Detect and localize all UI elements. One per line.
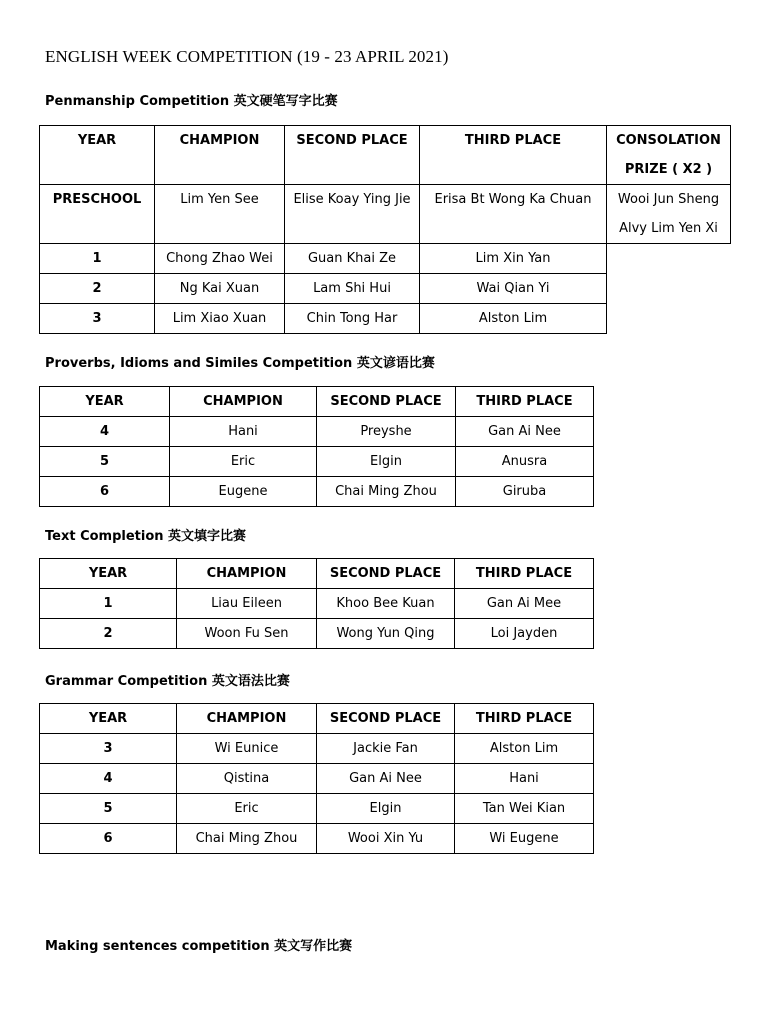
third-place-cell: Loi Jayden [455,619,594,649]
header-year: YEAR [40,559,177,589]
consolation-name: Wooi Jun Sheng [617,192,720,207]
proverbs-title: Proverbs, Idioms and Similes Competition 英文谚语比赛 [45,356,435,371]
table-row [40,764,594,794]
second-place-cell: Elise Koay Ying Jie [285,185,420,244]
table-row [40,447,594,477]
consolation-name: Alvy Lim Yen Xi [619,221,718,236]
second-place-cell: Chai Ming Zhou [317,477,456,507]
table-row [40,185,731,244]
header-year: YEAR [40,387,170,417]
second-place-cell: Elgin [317,447,456,477]
third-place-cell: Wai Qian Yi [420,274,607,304]
document-title: ENGLISH WEEK COMPETITION (19 - 23 APRIL 2021) [45,47,449,66]
header-third-place: THIRD PLACE [456,387,594,417]
consolation-header-line-1: CONSOLATION [616,133,721,148]
header-third-place: THIRD PLACE [420,126,607,185]
consolation-header-line-2: PRIZE ( X2 ) [624,162,713,177]
second-place-cell: Lam Shi Hui [285,274,420,304]
consolation-cell [607,185,731,244]
second-place-cell: Wong Yun Qing [317,619,455,649]
header-year: YEAR [40,704,177,734]
year-cell: 2 [40,619,177,649]
champion-cell: Ng Kai Xuan [155,274,285,304]
third-place-cell: Gan Ai Nee [456,417,594,447]
third-place-cell: Giruba [456,477,594,507]
champion-cell: Lim Xiao Xuan [155,304,285,334]
second-place-cell: Elgin [317,794,455,824]
header-champion: CHAMPION [177,704,317,734]
grammar-table [39,703,594,854]
table-row [40,734,594,764]
header-second-place: SECOND PLACE [317,704,455,734]
empty-cell [607,304,731,334]
table-row [40,274,731,304]
penmanship-table [39,125,731,334]
empty-cell [607,274,731,304]
header-third-place: THIRD PLACE [455,559,594,589]
year-cell: 1 [40,244,155,274]
year-cell: 5 [40,794,177,824]
year-cell: 6 [40,477,170,507]
table-row [40,794,594,824]
second-place-cell: Chin Tong Har [285,304,420,334]
second-place-cell: Khoo Bee Kuan [317,589,455,619]
header-second-place: SECOND PLACE [285,126,420,185]
second-place-cell: Gan Ai Nee [317,764,455,794]
proverbs-table [39,386,594,507]
champion-cell: Lim Yen See [155,185,285,244]
table-row [40,589,594,619]
header-champion: CHAMPION [155,126,285,185]
second-place-cell: Wooi Xin Yu [317,824,455,854]
year-cell: 4 [40,764,177,794]
year-cell: 3 [40,734,177,764]
table-row [40,417,594,447]
third-place-cell: Gan Ai Mee [455,589,594,619]
year-cell: 2 [40,274,155,304]
third-place-cell: Alston Lim [455,734,594,764]
table-row [40,244,731,274]
champion-cell: Wi Eunice [177,734,317,764]
champion-cell: Woon Fu Sen [177,619,317,649]
second-place-cell: Guan Khai Ze [285,244,420,274]
header-champion: CHAMPION [170,387,317,417]
header-champion: CHAMPION [177,559,317,589]
second-place-cell: Jackie Fan [317,734,455,764]
year-cell: 6 [40,824,177,854]
champion-cell: Eric [177,794,317,824]
table-header-row [40,704,594,734]
header-consolation [607,126,731,185]
year-cell: 4 [40,417,170,447]
empty-cell [607,244,731,274]
champion-cell: Eugene [170,477,317,507]
year-cell: 5 [40,447,170,477]
year-cell: PRESCHOOL [40,185,155,244]
third-place-cell: Erisa Bt Wong Ka Chuan [420,185,607,244]
header-second-place: SECOND PLACE [317,559,455,589]
champion-cell: Chong Zhao Wei [155,244,285,274]
table-header-row [40,387,594,417]
table-row [40,824,594,854]
champion-cell: Hani [170,417,317,447]
header-second-place: SECOND PLACE [317,387,456,417]
table-header-row [40,126,731,185]
third-place-cell: Anusra [456,447,594,477]
champion-cell: Chai Ming Zhou [177,824,317,854]
champion-cell: Qistina [177,764,317,794]
third-place-cell: Hani [455,764,594,794]
year-cell: 3 [40,304,155,334]
making-sentences-title: Making sentences competition 英文写作比赛 [45,939,353,954]
year-cell: 1 [40,589,177,619]
table-row [40,304,731,334]
third-place-cell: Alston Lim [420,304,607,334]
third-place-cell: Tan Wei Kian [455,794,594,824]
table-header-row [40,559,594,589]
champion-cell: Eric [170,447,317,477]
penmanship-title: Penmanship Competition 英文硬笔写字比赛 [45,94,338,109]
table-row [40,477,594,507]
second-place-cell: Preyshe [317,417,456,447]
header-third-place: THIRD PLACE [455,704,594,734]
third-place-cell: Wi Eugene [455,824,594,854]
grammar-title: Grammar Competition 英文语法比赛 [45,674,290,689]
text-completion-table [39,558,594,649]
text-completion-title: Text Completion 英文填字比赛 [45,529,247,544]
champion-cell: Liau Eileen [177,589,317,619]
header-year: YEAR [40,126,155,185]
table-row [40,619,594,649]
third-place-cell: Lim Xin Yan [420,244,607,274]
